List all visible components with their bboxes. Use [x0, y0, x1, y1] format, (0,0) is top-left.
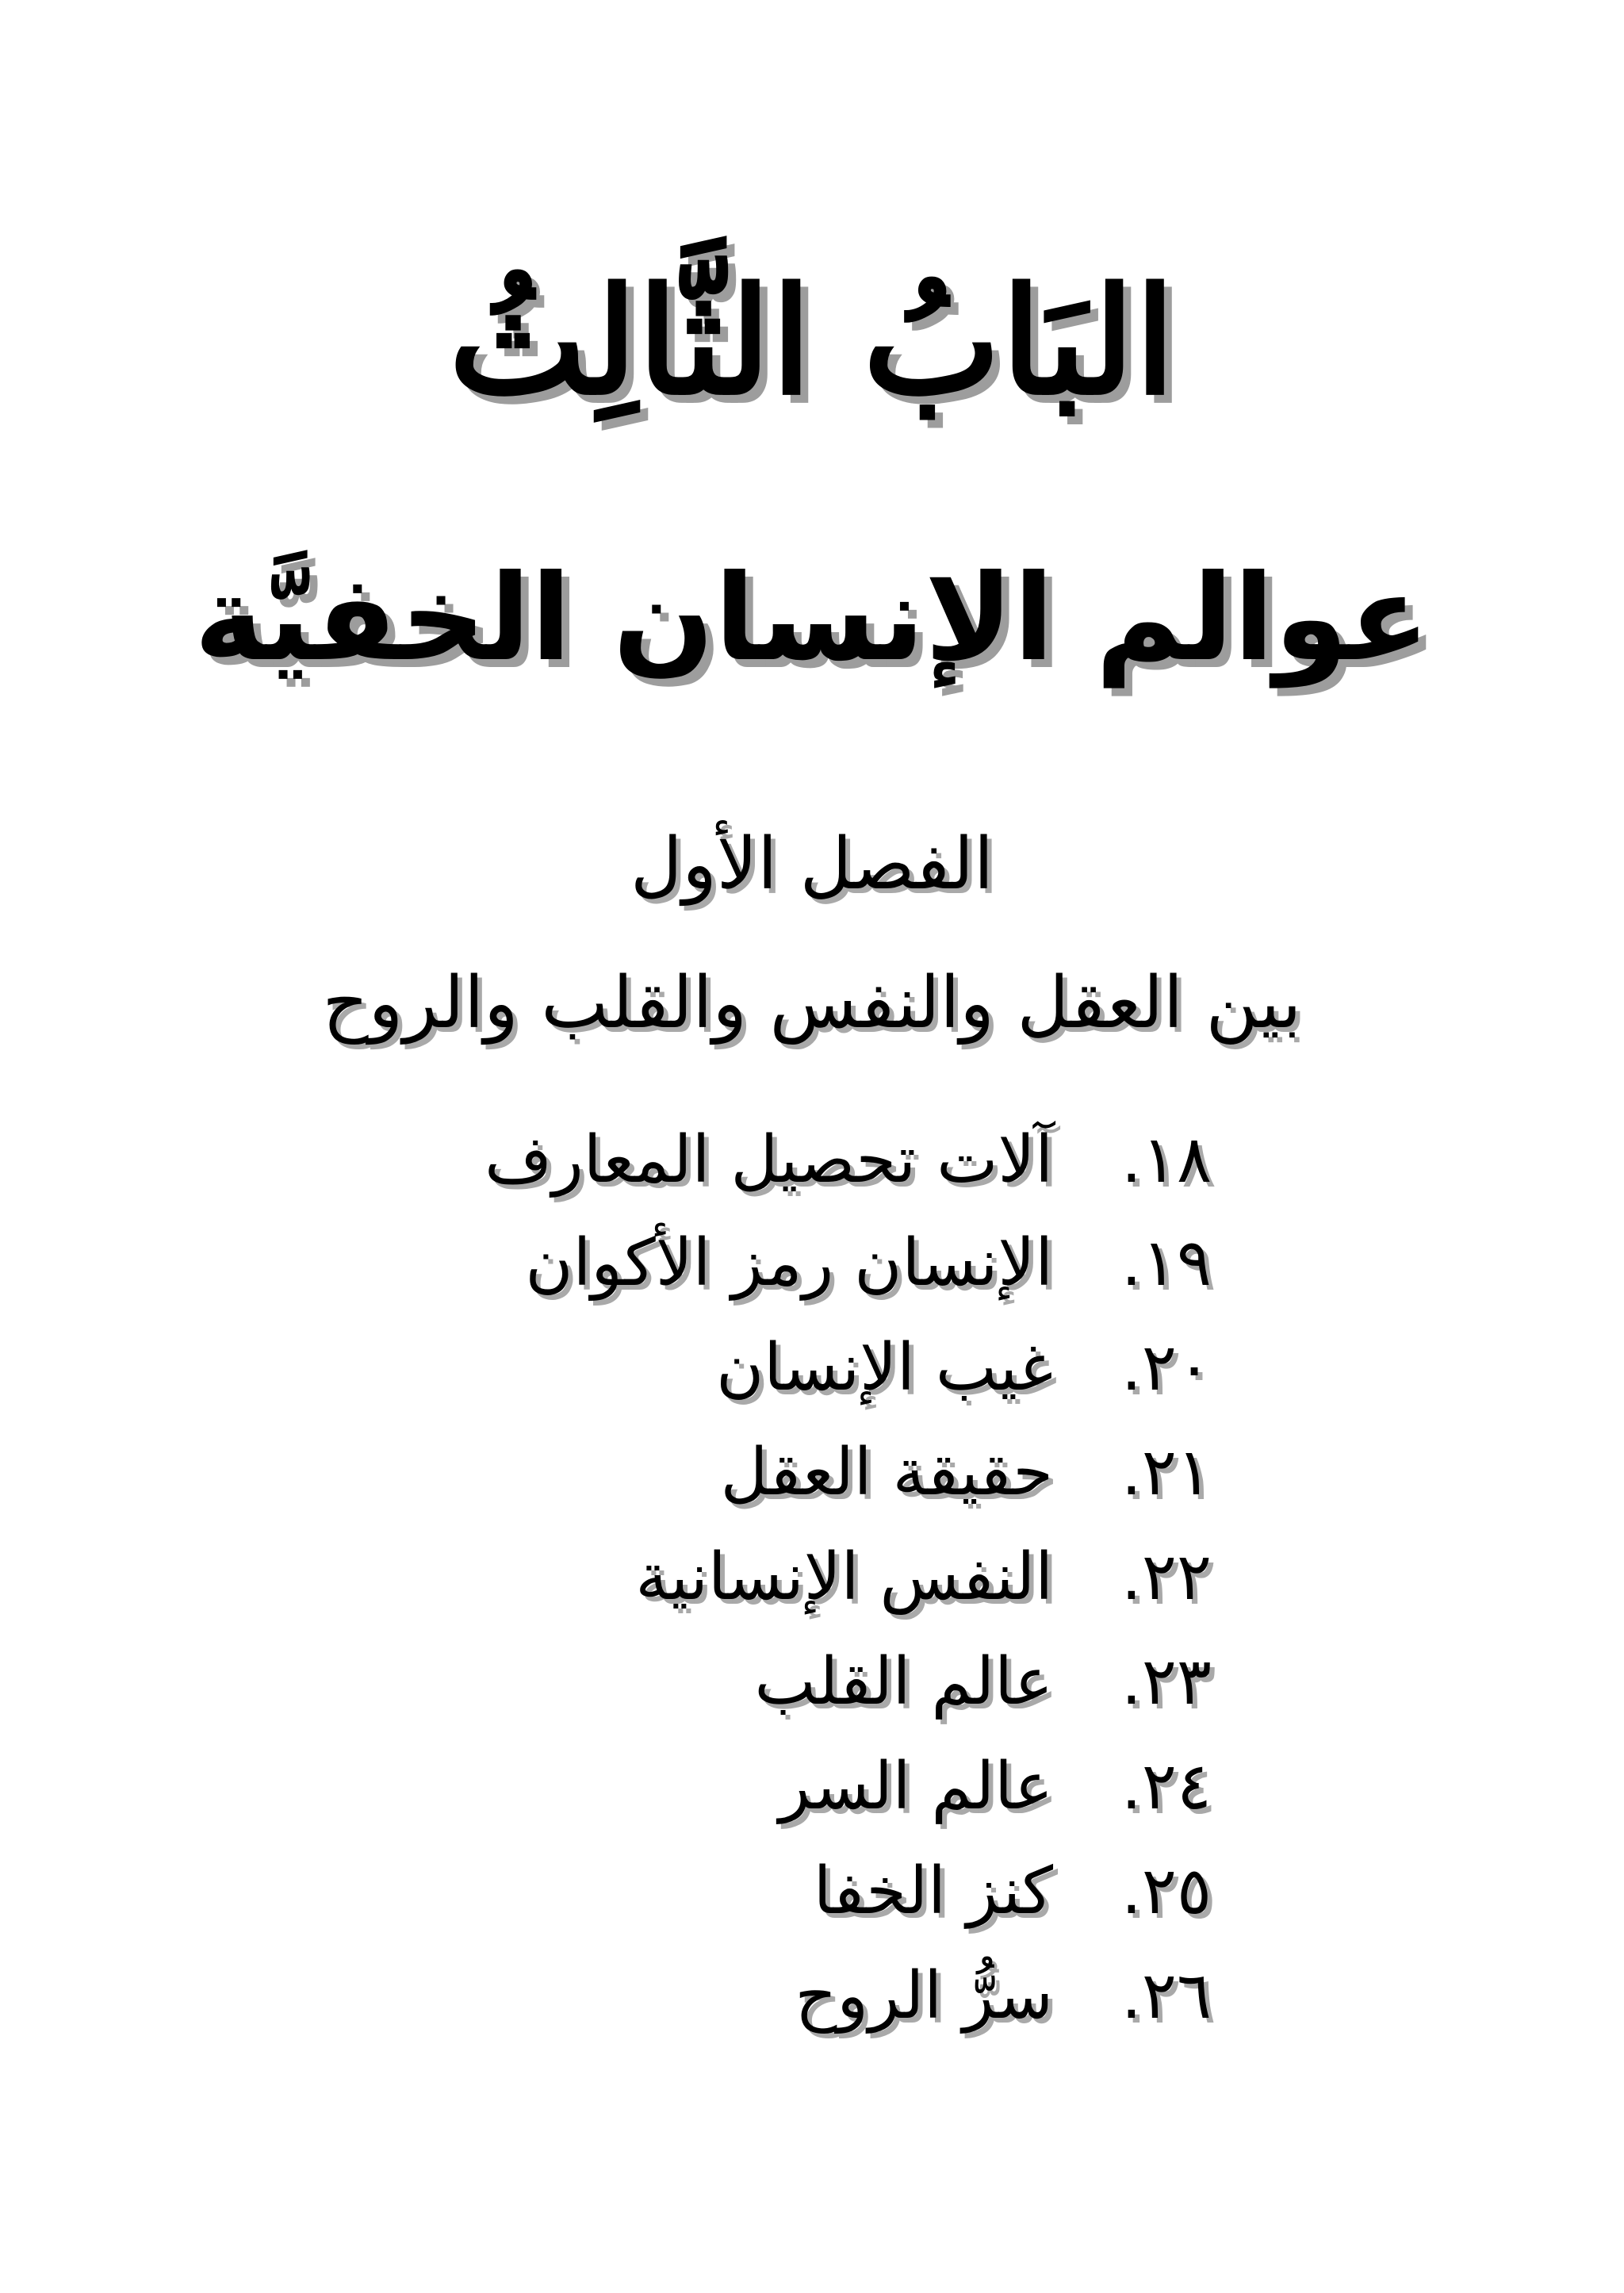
- toc-item-number: ٢٥.: [1120, 1854, 1212, 1929]
- toc-item: [0, 1737, 1624, 1836]
- toc-item-title: عالم السر: [779, 1749, 1053, 1824]
- toc-item: [0, 1318, 1624, 1417]
- toc-item: [0, 1110, 1624, 1210]
- toc-item-title: النفس الإنسانية: [635, 1540, 1053, 1615]
- toc-item: [0, 1528, 1624, 1627]
- toc-item-title: آلات تحصيل المعارف: [485, 1122, 1053, 1198]
- toc-item-number: ١٩.: [1120, 1225, 1212, 1301]
- part-title: البَابُ الثَّالِثُ: [448, 255, 1176, 428]
- table-of-contents: [0, 1110, 1624, 2134]
- toc-item-number: ١٨.: [1120, 1122, 1212, 1198]
- toc-item-title: حقيقة العقل: [720, 1435, 1053, 1510]
- toc-item-number: ٢٣.: [1120, 1644, 1212, 1720]
- toc-item: [0, 1842, 1624, 1941]
- toc-item-title: غيب الإنسان: [716, 1330, 1053, 1405]
- toc-item: [0, 1423, 1624, 1522]
- chapter-label: الفصل الأول: [630, 822, 994, 906]
- toc-item-title: الإنسان رمز الأكوان: [525, 1225, 1053, 1301]
- toc-item-number: ٢٠.: [1120, 1330, 1212, 1405]
- toc-item-title: عالم القلب: [754, 1644, 1053, 1720]
- toc-item-number: ٢٤.: [1120, 1749, 1212, 1824]
- toc-item-title: سرُّ الروح: [795, 1958, 1053, 2034]
- toc-item-number: ٢٢.: [1120, 1540, 1212, 1615]
- part-subtitle: عوالم الإنسان الخفيَّة: [193, 550, 1431, 688]
- toc-item: [0, 1214, 1624, 1313]
- chapter-title: بين العقل والنفس والقلب والروح: [322, 961, 1302, 1045]
- toc-item-number: ٢١.: [1120, 1435, 1212, 1510]
- toc-item: [0, 1632, 1624, 1731]
- toc-item-title: كنز الخفا: [813, 1854, 1053, 1929]
- toc-item-number: ٢٦.: [1120, 1958, 1212, 2034]
- toc-item: [0, 1946, 1624, 2046]
